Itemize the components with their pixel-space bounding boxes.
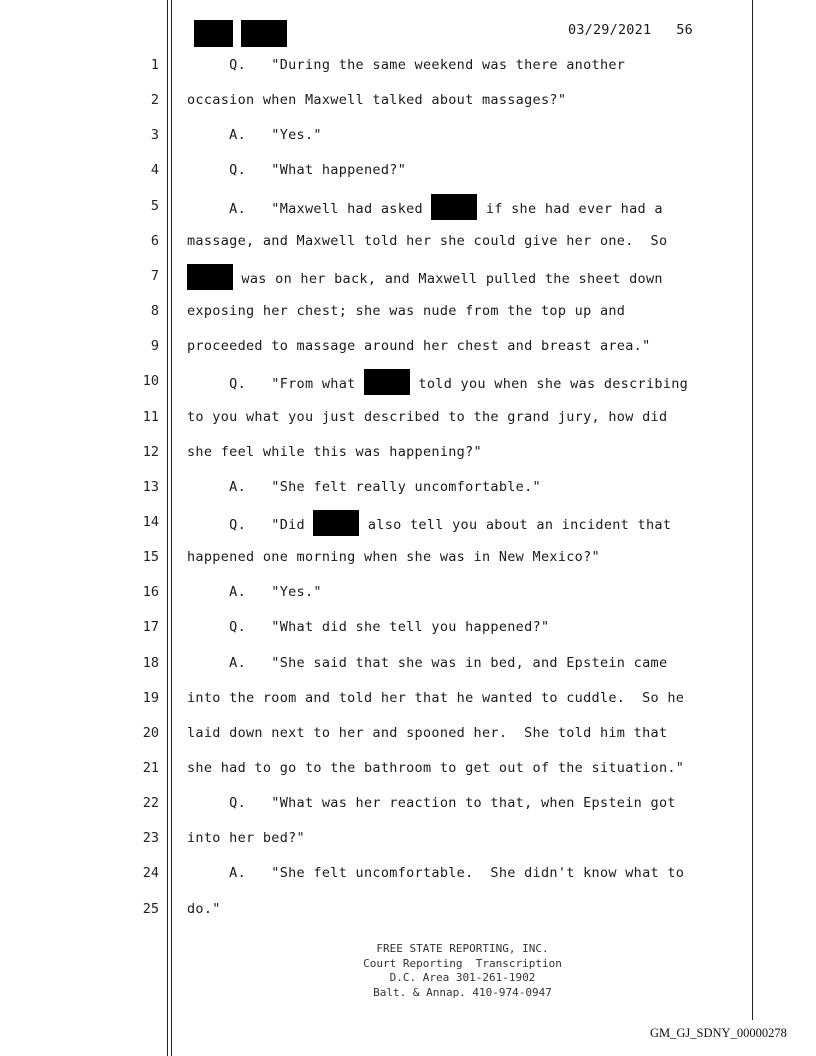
- line-number: 22: [142, 795, 159, 812]
- line-number: 5: [150, 197, 159, 214]
- transcript-line: [187, 55, 625, 75]
- transcript-line: [187, 793, 676, 813]
- line-number: 17: [142, 619, 159, 636]
- redaction-box: [313, 510, 359, 536]
- redaction-box: [364, 369, 410, 395]
- transcript-line: [187, 688, 684, 708]
- line-number: 20: [142, 724, 159, 741]
- reporter-footer: [290, 942, 635, 1000]
- line-number: 2: [150, 92, 159, 109]
- transcript-text: A. "She felt uncomfortable. She didn't know what to: [187, 865, 685, 882]
- line-number: 23: [142, 830, 159, 847]
- transcript-line: [187, 723, 667, 743]
- transcript-text: A. "She felt really uncomfortable.": [187, 478, 541, 495]
- transcript-line: [187, 90, 566, 110]
- line-number: 3: [150, 127, 159, 144]
- line-number: 25: [142, 900, 159, 917]
- transcript-line: [187, 863, 684, 883]
- transcript-text: proceeded to massage around her chest and breast area.": [187, 338, 651, 355]
- transcript-text: Q. "What did she tell you happened?": [187, 619, 550, 636]
- transcript-line: [187, 477, 541, 497]
- transcript-text: A. "Yes.": [187, 127, 322, 144]
- transcript-text: occasion when Maxwell talked about massages?": [187, 92, 567, 109]
- reporter-phone-balt: Balt. & Annap. 410-974-0947: [373, 985, 552, 999]
- left-margin-rule-outer: [167, 0, 168, 1056]
- transcript-line: [187, 899, 221, 919]
- header-date-page-number: 03/29/2021 56: [568, 22, 693, 38]
- transcript-line: [187, 371, 688, 397]
- line-number: 7: [150, 267, 159, 284]
- transcript-text: Q. "From what: [187, 376, 364, 393]
- bates-number: GM_GJ_SDNY_00000278: [650, 1026, 787, 1040]
- transcript-line: [187, 231, 667, 251]
- redaction-box: [431, 194, 477, 220]
- transcript-line: [187, 758, 684, 778]
- transcript-line: [187, 617, 549, 637]
- transcript-line: [187, 547, 600, 567]
- line-number: 11: [142, 408, 159, 425]
- transcript-text: if she had ever had a: [477, 200, 663, 217]
- transcript-line: [187, 407, 667, 427]
- header-redaction-box-2: [241, 20, 287, 47]
- line-number: 24: [142, 865, 159, 882]
- transcript-line: [187, 442, 482, 462]
- line-number: 14: [142, 513, 159, 530]
- transcript-text: Q. "What was her reaction to that, when Epstein got: [187, 795, 676, 812]
- transcript-line: [187, 196, 663, 222]
- line-number: 21: [142, 760, 159, 776]
- transcript-text: also tell you about an incident that: [359, 516, 672, 533]
- transcript-line: [187, 160, 406, 180]
- line-number: 10: [142, 373, 159, 390]
- reporter-phone-dc: D.C. Area 301-261-1902: [389, 971, 536, 984]
- line-number: 19: [142, 689, 159, 706]
- reporter-name: FREE STATE REPORTING, INC.: [376, 942, 549, 955]
- transcript-text: into her bed?": [187, 830, 305, 847]
- transcript-line: [187, 125, 322, 145]
- transcript-line: [187, 301, 625, 321]
- transcript-text: A. "She said that she was in bed, and Epstein came: [187, 654, 668, 671]
- transcript-text: happened one morning when she was in New Mexico?": [187, 549, 600, 566]
- transcript-text: Q. "During the same weekend was there another: [187, 57, 626, 73]
- line-number: 4: [150, 162, 159, 179]
- transcript-text: Q. "What happened?": [187, 162, 407, 179]
- reporter-service: Court Reporting Transcription: [363, 956, 562, 970]
- transcript-text: exposing her chest; she was nude from the top up and: [187, 303, 626, 320]
- redaction-box: [187, 264, 233, 290]
- transcript-text: massage, and Maxwell told her she could give her one. So: [187, 232, 668, 249]
- header-redaction-box-1: [194, 20, 233, 47]
- line-number: 13: [142, 478, 159, 495]
- transcript-text: to you what you just described to the grand jury, how did: [187, 408, 668, 425]
- transcript-text: told you when she was describing: [409, 376, 689, 393]
- transcript-text: was on her back, and Maxwell pulled the sheet down: [233, 270, 663, 287]
- transcript-line: [187, 512, 671, 538]
- transcript-line: [187, 266, 663, 292]
- transcript-text: she feel while this was happening?": [187, 443, 482, 460]
- transcript-text: A. "Yes.": [187, 584, 322, 601]
- left-margin-rule-inner: [171, 0, 172, 1056]
- line-number: 16: [142, 584, 159, 601]
- line-number: 18: [142, 654, 159, 671]
- transcript-line: [187, 336, 651, 356]
- line-number: 9: [150, 338, 159, 355]
- transcript-line: [187, 828, 305, 848]
- transcript-text: she had to go to the bathroom to get out of the situation.": [187, 760, 685, 776]
- transcript-text: Q. "Did: [187, 516, 314, 533]
- right-margin-rule: [752, 0, 753, 1020]
- line-number: 8: [150, 303, 159, 320]
- transcript-text: A. "Maxwell had asked: [187, 200, 432, 217]
- transcript-text: into the room and told her that he wanted to cuddle. So he: [187, 689, 685, 706]
- line-number: 6: [150, 232, 159, 249]
- line-number: 12: [142, 443, 159, 460]
- transcript-text: laid down next to her and spooned her. She told him that: [187, 724, 668, 741]
- transcript-line: [187, 653, 667, 673]
- line-number: 1: [150, 57, 159, 73]
- transcript-line: [187, 582, 322, 602]
- line-number: 15: [142, 549, 159, 566]
- transcript-text: do.": [187, 900, 221, 917]
